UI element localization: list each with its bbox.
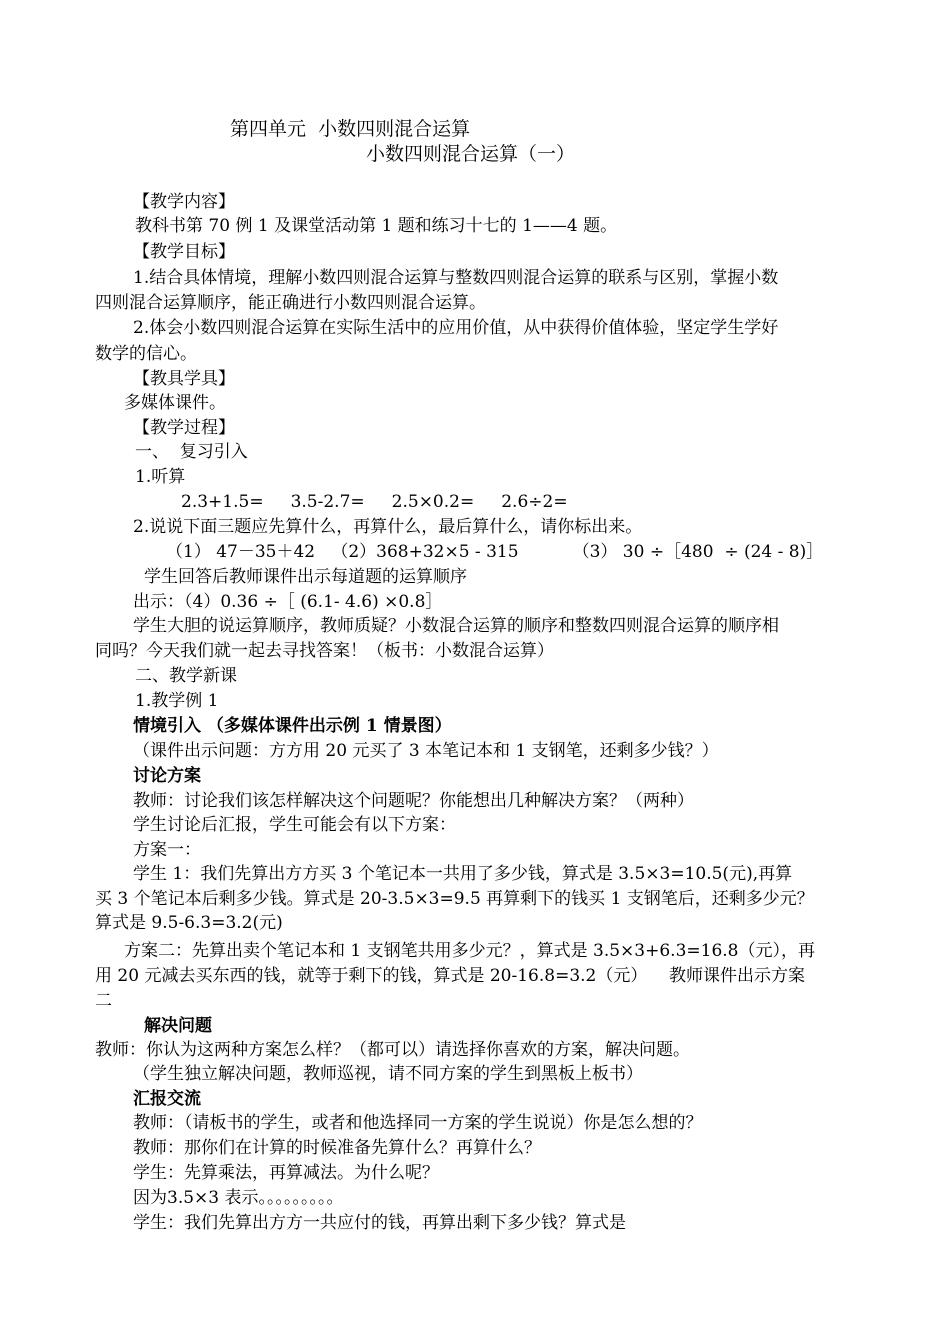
lesson-title: 小数四则混合运算（一） xyxy=(366,143,576,165)
bold-heading: 解决问题 xyxy=(144,1016,212,1036)
bold-heading: 汇报交流 xyxy=(133,1089,201,1109)
paragraph: 教科书第 70 例 1 及课堂活动第 1 题和练习十七的 1——4 题。 xyxy=(135,216,618,236)
unit-title: 第四单元 小数四则混合运算 xyxy=(230,118,471,140)
paragraph: 教师：那你们在计算的时候准备先算什么？再算什么？ xyxy=(133,1138,541,1158)
math-exercises: 2.3+1.5= 3.5-2.7= 2.5×0.2= 2.6÷2= xyxy=(181,492,568,512)
paragraph: 数学的信心。 xyxy=(95,344,197,364)
paragraph: 多媒体课件。 xyxy=(124,393,226,413)
paragraph: 2.体会小数四则混合运算在实际生活中的应用价值，从中获得价值体验，坚定学生学好 xyxy=(133,318,779,338)
bold-heading: 讨论方案 xyxy=(133,766,201,786)
paragraph: 二 xyxy=(95,991,112,1011)
paragraph: 教师：（请板书的学生，或者和他选择同一方案的学生说说）你是怎么想的？ xyxy=(133,1113,703,1133)
subsection-heading: 二、教学新课 xyxy=(135,666,237,686)
paragraph: 用 20 元减去买东西的钱，就等于剩下的钱，算式是 20-16.8=3.2（元） 教师课件出示方案 xyxy=(95,966,805,986)
paragraph: 学生大胆的说运算顺序，教师质疑？小数混合运算的顺序和整数四则混合运算的顺序相 xyxy=(133,616,779,636)
paragraph: 学生：我们先算出方方一共应付的钱，再算出剩下多少钱？算式是 xyxy=(133,1213,626,1233)
paragraph: 学生：先算乘法，再算减法。为什么呢？ xyxy=(133,1163,439,1183)
paragraph: 2.说说下面三题应先算什么，再算什么，最后算什么，请你标出来。 xyxy=(133,517,643,537)
paragraph: 1.结合具体情境，理解小数四则混合运算与整数四则混合运算的联系与区别，掌握小数 xyxy=(133,268,779,288)
paragraph: 学生 1：我们先算出方方买 3 个笔记本一共用了多少钱，算式是 3.5×3=10.5(元),再算 xyxy=(133,864,793,884)
paragraph: 买 3 个笔记本后剩多少钱。算式是 20-3.5×3=9.5 再算剩下的钱买 1 支钢笔后，还剩多少元？ xyxy=(95,889,814,909)
subsection-heading: 一、 复习引入 xyxy=(135,442,248,462)
paragraph: （课件出示问题：方方用 20 元买了 3 本笔记本和 1 支钢笔，还剩多少钱？） xyxy=(133,741,719,761)
section-heading-tools: 【教具学具】 xyxy=(133,369,235,389)
paragraph: 1.听算 xyxy=(135,467,186,487)
paragraph: 教师：讨论我们该怎样解决这个问题呢？你能想出几种解决方案？（两种） xyxy=(133,791,694,811)
paragraph: 因为3.5×3 表示。。。。。。。。。 xyxy=(133,1188,344,1208)
section-heading-process: 【教学过程】 xyxy=(133,418,235,438)
paragraph: 同吗？今天我们就一起去寻找答案！（板书：小数混合运算） xyxy=(95,641,554,661)
paragraph: 算式是 9.5-6.3=3.2(元) xyxy=(95,913,283,933)
math-exercises: （1） 47－35＋42 （2）368+32×5 - 315 （3） 30 ÷［480 ÷ (24 - 8)］ xyxy=(166,542,824,562)
math-exercises: 出示：（4）0.36 ÷［ (6.1- 4.6) ×0.8］ xyxy=(133,592,443,612)
paragraph: 方案一： xyxy=(133,840,201,860)
paragraph: 学生回答后教师课件出示每道题的运算顺序 xyxy=(144,567,467,587)
section-heading-content: 【教学内容】 xyxy=(133,192,235,212)
paragraph: （学生独立解决问题，教师巡视，请不同方案的学生到黑板上板书） xyxy=(133,1064,643,1084)
paragraph: 1.教学例 1 xyxy=(135,691,219,711)
paragraph: 四则混合运算顺序，能正确进行小数四则混合运算。 xyxy=(95,293,486,313)
bold-heading: 情境引入 （多媒体课件出示例 1 情景图） xyxy=(133,716,452,736)
section-heading-goals: 【教学目标】 xyxy=(133,242,235,262)
paragraph: 教师：你认为这两种方案怎么样？（都可以）请选择你喜欢的方案，解决问题。 xyxy=(95,1040,690,1060)
paragraph: 方案二：先算出卖个笔记本和 1 支钢笔共用多少元？，算式是 3.5×3+6.3=16.8（元），再 xyxy=(124,941,815,961)
paragraph: 学生讨论后汇报，学生可能会有以下方案： xyxy=(133,815,456,835)
